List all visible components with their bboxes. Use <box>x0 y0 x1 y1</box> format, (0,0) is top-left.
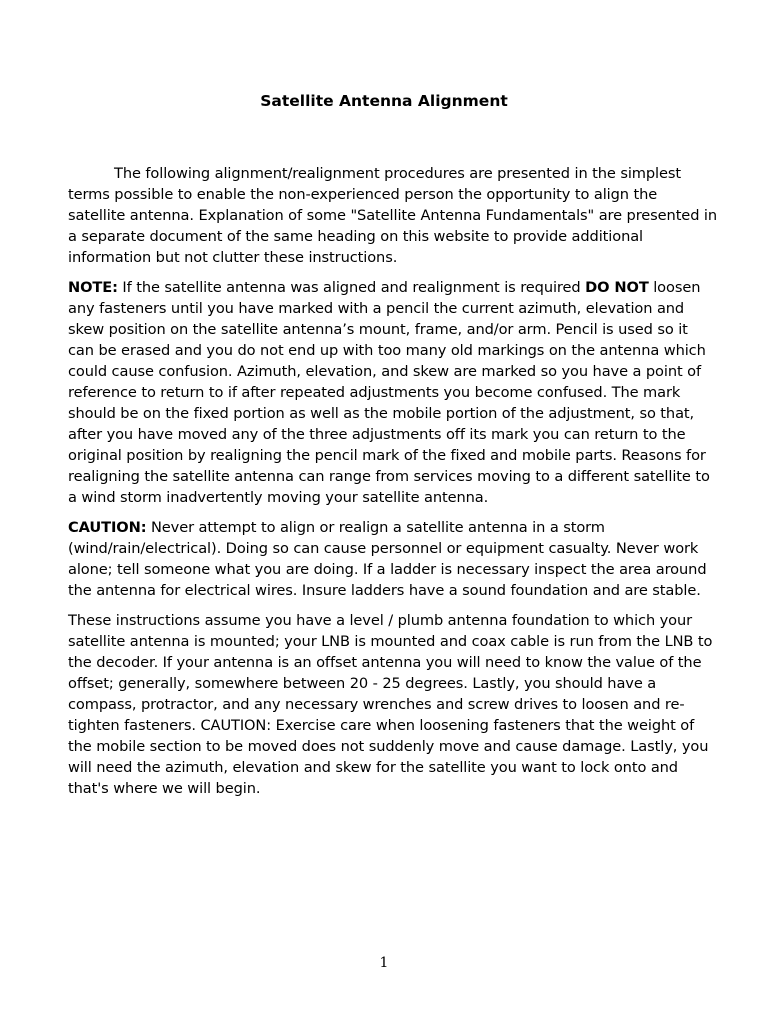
note-paragraph <box>68 277 718 508</box>
note-label: NOTE: <box>68 279 118 296</box>
caution-text: Never attempt to align or realign a satellite antenna in a storm (wind/rain/electrical). Doing so can cause personnel or equipment casualty. Never work alone; tell someone what you are doing. If a ladder is necessary inspect the area around the antenna for electrical wires. Insure ladders have a sound foundation and are stable. <box>68 519 707 599</box>
document-body <box>68 163 718 808</box>
document-title: Satellite Antenna Alignment <box>260 92 508 110</box>
caution-paragraph <box>68 517 718 601</box>
note-text-before: If the satellite antenna was aligned and realignment is required <box>117 279 586 296</box>
intro-paragraph: The following alignment/realignment procedures are presented in the simplest terms possible to enable the non-experienced person the opportunity to align the satellite antenna. Explanation of some "Satellite Antenna Fundamentals" are presented in a separate document of the same heading on this website to provide additional information but not clutter these instructions. <box>68 165 717 266</box>
note-emphasis: DO NOT <box>585 279 649 296</box>
caution-label: CAUTION: <box>68 519 147 536</box>
instructions-paragraph: These instructions assume you have a level / plumb antenna foundation to which your satellite antenna is mounted; your LNB is mounted and coax cable is run from the LNB to the decoder. If your antenna is an offset antenna you will need to know the value of the offset; generally, somewhere between 20 - 25 degrees. Lastly, you should have a compass, protractor, and any necessary wrenches and screw drives to loosen and re-tighten fasteners. CAUTION: Exercise care when loosening fasteners that the weight of the mobile section to be moved does not suddenly move and cause damage. Lastly, you will need the azimuth, elevation and skew for the satellite you want to lock onto and that's where we will begin. <box>68 612 713 797</box>
page-number: 1 <box>379 955 389 971</box>
note-text-after: loosen any fasteners until you have marked with a pencil the current azimuth, elevation and skew position on the satellite antenna’s mount, frame, and/or arm. Pencil is used so it can be erased and you do not end up with too many old markings on the antenna which could cause confusion. Azimuth, elevation, and skew are marked so you have a point of reference to return to if after repeated adjustments you become confused. The mark should be on the fixed portion as well as the mobile portion of the adjustment, so that, after you have moved any of the three adjustments off its mark you can return to the original position by realigning the pencil mark of the fixed and mobile parts. Reasons for realigning the satellite antenna can range from services moving to a different satellite to a wind storm inadvertently moving your satellite antenna. <box>68 279 710 506</box>
